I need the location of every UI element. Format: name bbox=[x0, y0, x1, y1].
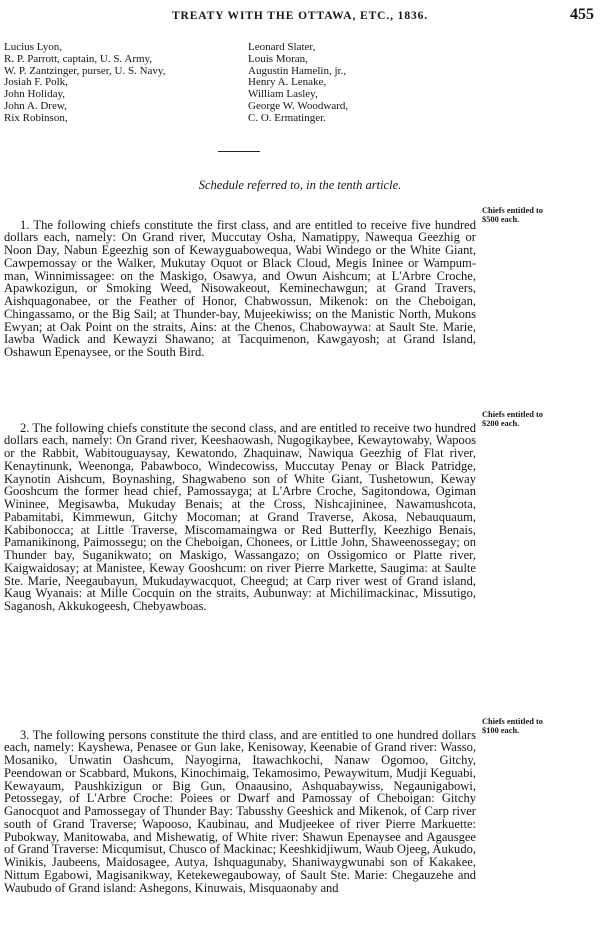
margin-note-third-class bbox=[482, 718, 594, 735]
margin-note-amount: $100 each. bbox=[482, 725, 520, 735]
witness-name: John A. Drew, bbox=[4, 99, 67, 112]
witness-name: R. P. Parrott, captain, U. S. Army, bbox=[4, 52, 153, 65]
witness-name: Lucius Lyon, bbox=[4, 41, 63, 53]
margin-note-amount: $200 each. bbox=[482, 418, 520, 428]
witness-name: Leonard Slater, bbox=[248, 41, 316, 53]
witness-column-left bbox=[4, 42, 165, 125]
witness-name: John Holiday, bbox=[4, 88, 66, 101]
witness-column-right bbox=[248, 42, 348, 125]
running-title: TREATY WITH THE OTTAWA, ETC., 1836. bbox=[171, 10, 429, 22]
margin-note-label: Chiefs entitled to bbox=[482, 206, 543, 215]
margin-note-second-class bbox=[482, 411, 594, 428]
margin-note-label: Chiefs entitled to bbox=[482, 410, 543, 419]
schedule-paragraph-second-class: 2. The following chiefs constitute the second class, and are entitled to receive two hundred dollars each, namely: On Grand river, Keeshaowash, Nugogikaybee, Kewaytowaby, Wapoos or the Rabbit, Wabitouguaysay, Kewatondo, Zhaquinaw, Nawiqua Geezhig of Flat river, Kenaytinunk, Weenonga, Pabawboco, Windecowiss, Muccutay Penay or Black Patridge, Kaynotin Aishcum, Boynashing, Shagwabeno son of White Giant, Tushetowun, Keway Gooshcum the former head chief, Pamossayga; at L'Arbre Croche, Sagitondowa, Ogiman Wininee, Megisawba, Mukuday Benais; at the Cross, Nishcajininee, Nawamushcota, Pabamitabi, Kimmewun, Gitchy Mocoman; at Grand Traverse, Akosa, Nebauquaum, Kabibonocca; at Little Traverse, Miscomamaingwa or Red Butterfly, Keezhigo Benais, Pamanikinong, Paimossegu; on the Cheboigan, Chonees, or Little John, Shaweenossegay; on Thunder bay, Suganikwato; on Maskigo, Wassangazo; on Ossigomico or Platte river, Kaigwaidosay; at Manistee, Keway Gooshcum: on river Pierre Markette, Saugima: at Saulte Ste. Marie, Neegaubayun, Mukudaywacquot, Cheegud; at Carp river west of Grand island, Kaug Wyanais: at Mille Cocquin on the straits, Aubunway: at Michilimackinac, Missutigo, Saganosh, Akkukogeesh, Chebyawboas. bbox=[4, 420, 476, 614]
witness-name: Josiah F. Polk, bbox=[4, 76, 68, 89]
schedule-paragraph-first-class: 1. The following chiefs constitute the first class, and are entitled to receive five hundred dollars each, namely: On Grand river, Muccutay Osha, Namatippy, Nawequa Geezhig or Noon Day, Nabun Egeezhig son of Kewayguabowequa, Wabi Windego or the White Giant, Cawpemossay or the Walker, Mukutay Oquot or Black Cloud, Megis Ininee or Wampum-man, Winnimissagee: on the Maskigo, Osawya, and Owun Aishcum; at L'Arbre Croche, Apawkozigun, or Smoking Weed, Nisowakeout, Keminechawgun; at Grand Travers, Aishquagonabee, or the Feather of Honor, Chabwossun, Mikenok: on the Cheboigan, Chingassamo, or the Big Sail; at Thunder-bay, Mujeekiwiss; on the Manistic North, Mukons Ewyan; at Oak Point on the straits, Ains: at the Chenos, Chabowaywa: at Sault Ste. Marie, Iawba Wadick and Kewayzi Shawano; at Tacquimenon, Kawgayosh; at Grand Island, Oshawun Epenaysee, or the South Bird. bbox=[4, 217, 476, 360]
witness-name: Rix Robinson, bbox=[4, 111, 68, 124]
witness-signatures bbox=[4, 42, 564, 132]
section-divider bbox=[218, 151, 260, 152]
witness-name: William Lasley, bbox=[248, 88, 318, 101]
page-number: 455 bbox=[570, 6, 594, 23]
witness-name: Louis Moran, bbox=[248, 52, 308, 65]
witness-name: George W. Woodward, bbox=[248, 99, 349, 112]
witness-name: Henry A. Lenake, bbox=[248, 76, 327, 89]
margin-note-first-class bbox=[482, 207, 594, 224]
margin-note-label: Chiefs entitled to bbox=[482, 717, 543, 726]
witness-name: C. O. Ermatinger. bbox=[248, 111, 326, 124]
margin-note-amount: $500 each. bbox=[482, 214, 520, 224]
schedule-heading: Schedule referred to, in the tenth article. bbox=[198, 178, 402, 192]
witness-name: Augustin Hamelin, jr., bbox=[248, 64, 347, 77]
running-head bbox=[0, 6, 600, 26]
schedule-paragraph-third-class: 3. The following persons constitute the third class, and are entitled to one hundred dollars each, namely: Kayshewa, Penasee or Gun lake, Kenisoway, Keenabie of Grand river: Wasso, Mosaniko, Unwatin Oashcum, Nayogirna, Itawachkochi, Nanaw Ogomoo, Gitchy, Peendowan or Scabbard, Mukons, Kinochimaig, Tekamosimo, Pewaywitum, Mudji Keguabi, Kewayaum, Paushkizigun or Big Gun, Onaausino, Ashquabaywiss, Negaunigabowi, Petossegay, of L'Arbre Croche: Poiees or Dwarf and Pamossay of Cheboigan: Gitchy Ganocquot and Pamossegay of Thunder Bay: Tabusshy Geeshick and Mikenok, of Carp river south of Grand Traverse; Wapooso, Kaubinau, and Mudjeekee of river Pierre Markuette: Pubokway, Manitowaba, and Mishewatig, of White river: Shawun Epenaysee and Agausgee of Grand Traverse: Micqumisut, Chusco of Mackinac; Keeshkidjiwum, Waub Ojeeg, Aukudo, Winikis, Jaubeens, Maidosagee, Autya, Ishquagunaby, Shaniwaygwunabi son of Kakakee, Nittum Egabowi, Magisanikway, Ketekewegauboway, of Sault Ste. Marie: Chegauzehe and Waubudo of Grand island: Ashegons, Kinuwais, Misquaonaby and bbox=[4, 727, 476, 895]
witness-name: W. P. Zantzinger, purser, U. S. Navy, bbox=[4, 64, 166, 77]
